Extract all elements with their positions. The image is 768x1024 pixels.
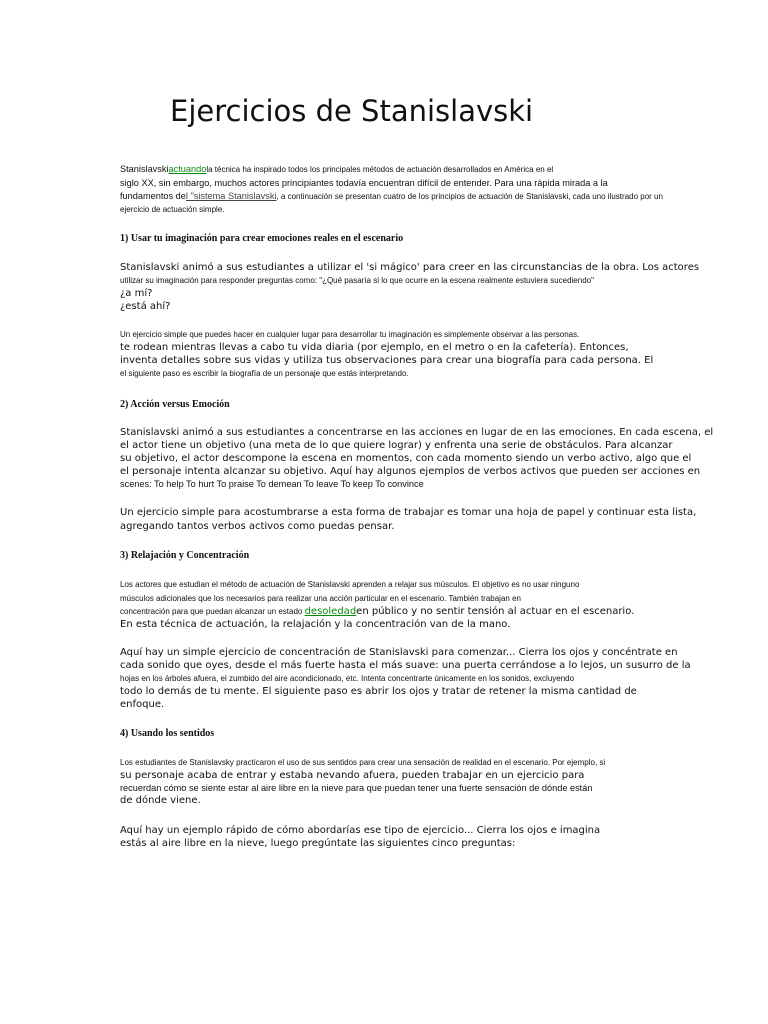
sistema-stanislavski-link[interactable]: l "sistema Stanislavski xyxy=(185,191,277,201)
paragraph-line: Un ejercicio simple para acostumbrarse a esta forma de trabajar es tomar una hoja de papel y continuar esta lista, xyxy=(120,507,697,518)
paragraph-line: te rodean mientras llevas a cabo tu vida diaria (por ejemplo, en el metro o en la cafetería). Entonces, xyxy=(120,342,629,353)
paragraph-line: hojas en los árboles afuera, el zumbido del aire acondicionado, etc. Intenta concentrarte únicamente en los sonidos, excluyendo xyxy=(120,674,575,683)
paragraph-line: Stanislavski animó a sus estudiantes a utilizar el 'si mágico' para creer en las circunstancias de la obra. Los actores xyxy=(120,262,700,273)
paragraph-line: todo lo demás de tu mente. El siguiente paso es abrir los ojos y tratar de retener la misma cantidad de xyxy=(120,686,637,697)
paragraph-line: cada sonido que oyes, desde el más fuerte hasta el más suave: una puerta cerrándose a lo lejos, un susurro de la xyxy=(120,660,691,671)
paragraph-line: enfoque. xyxy=(120,699,165,710)
paragraph-line: Aquí hay un ejemplo rápido de cómo abordarías ese tipo de ejercicio... Cierra los ojos e imagina xyxy=(120,825,601,836)
paragraph-line: Aquí hay un simple ejercicio de concentración de Stanislavski para comenzar... Cierra los ojos y concéntrate en xyxy=(120,647,678,658)
paragraph-line: estás al aire libre en la nieve, luego pregúntate las siguientes cinco preguntas: xyxy=(120,838,516,849)
paragraph-line: agregando tantos verbos activos como puedas pensar. xyxy=(120,521,395,532)
desoledad-link[interactable]: desoledad xyxy=(304,606,357,617)
paragraph-line: ¿está ahí? xyxy=(120,301,171,312)
section-heading: 3) Relajación y Concentración xyxy=(120,550,250,561)
page-title: Ejercicios de Stanislavski xyxy=(170,94,534,128)
intro-line: ejercicio de actuación simple. xyxy=(120,205,225,214)
intro-line xyxy=(120,164,553,174)
intro-text: Stanislavski xyxy=(120,164,169,174)
section-heading: 1) Usar tu imaginación para crear emociones reales en el escenario xyxy=(120,233,404,244)
paragraph-line: En esta técnica de actuación, la relajación y la concentración van de la mano. xyxy=(120,619,511,630)
intro-line: siglo XX, sin embargo, muchos actores principiantes todavía encuentran difícil de entender. Para una rápida mirada a la xyxy=(120,178,608,188)
paragraph-text: concentración para que puedan alcanzar un estado xyxy=(120,607,305,616)
paragraph-line: el personaje intenta alcanzar su objetivo. Aquí hay algunos ejemplos de verbos activos que pueden ser acciones en xyxy=(120,466,701,477)
paragraph-line: el siguiente paso es escribir la biografía de un personaje que estás interpretando. xyxy=(120,369,409,378)
intro-text: la técnica ha inspirado todos los principales métodos de actuación desarrollados en América en el xyxy=(206,165,554,174)
paragraph-line: Los actores que estudian el método de actuación de Stanislavski aprenden a relajar sus músculos. El objetivo es no usar ninguno xyxy=(120,580,580,589)
paragraph-line: scenes: To help To hurt To praise To demean To leave To keep To convince xyxy=(120,479,424,489)
paragraph-line: utilizar su imaginación para responder preguntas como: "¿Qué pasaría si lo que ocurre en la escena realmente estuviera sucediendo" xyxy=(120,276,594,285)
actuando-link[interactable]: actuando xyxy=(168,164,207,174)
intro-text: , a continuación se presentan cuatro de los principios de actuación de Stanislavski, cada uno ilustrado por un xyxy=(276,192,663,201)
section-heading: 4) Usando los sentidos xyxy=(120,728,215,739)
paragraph-line: su objetivo, el actor descompone la escena en momentos, con cada momento siendo un verbo activo, algo que el xyxy=(120,453,692,464)
paragraph-line: de dónde viene. xyxy=(120,795,201,806)
paragraph-line: ¿a mí? xyxy=(120,288,153,299)
paragraph-line: Un ejercicio simple que puedes hacer en cualquier lugar para desarrollar tu imaginación es simplemente observar a las personas. xyxy=(120,330,580,339)
paragraph-line: músculos adicionales que los necesarios para realizar una acción particular en el escenario. También trabajan en xyxy=(120,594,521,603)
paragraph-line: Los estudiantes de Stanislavsky practicaron el uso de sus sentidos para crear una sensación de realidad en el escenario. Por ejemplo, si xyxy=(120,758,606,767)
intro-line xyxy=(120,191,663,201)
intro-text: fundamentos de xyxy=(120,191,186,201)
paragraph-line: el actor tiene un objetivo (una meta de lo que quiere lograr) y enfrenta una serie de obstáculos. Para alcanzar xyxy=(120,440,673,451)
paragraph-line xyxy=(120,606,634,617)
paragraph-line: su personaje acaba de entrar y estaba nevando afuera, pueden trabajar en un ejercicio para xyxy=(120,770,585,781)
section-heading: 2) Acción versus Emoción xyxy=(120,399,230,410)
paragraph-text: en público y no sentir tensión al actuar en el escenario. xyxy=(356,606,635,617)
paragraph-line: inventa detalles sobre sus vidas y utiliza tus observaciones para crear una biografía para cada persona. El xyxy=(120,355,654,366)
paragraph-line: Stanislavski animó a sus estudiantes a concentrarse en las acciones en lugar de en las emociones. En cada escena, el xyxy=(120,427,714,438)
paragraph-line: recuerdan cómo se siente estar al aire libre en la nieve para que puedan tener una fuerte sensación de dónde están xyxy=(120,783,593,793)
